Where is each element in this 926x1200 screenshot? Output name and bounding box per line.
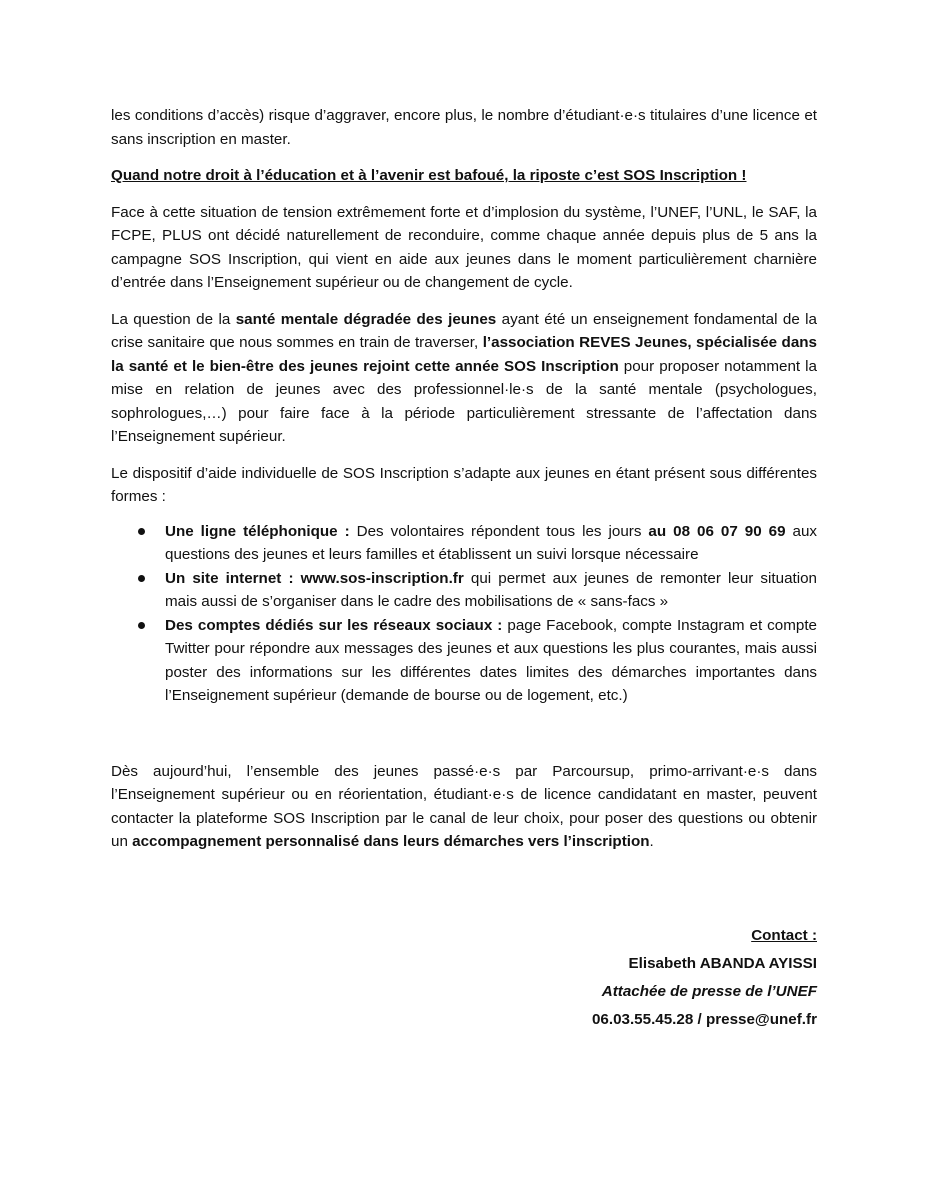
bullet-list — [111, 520, 817, 708]
closing-paragraph — [111, 760, 817, 854]
list-item-phone — [111, 520, 817, 567]
contact-phone-email: 06.03.55.45.28 / presse@unef.fr — [591, 1011, 817, 1028]
bullet-phone-label: Une ligne téléphonique : — [165, 522, 350, 540]
mental-bold-2: l’association REVES Jeunes, spécialisée dans la santé et le bien-être des jeunes rejoint cette année SOS Inscription — [111, 334, 817, 375]
section-heading: Quand notre droit à l’éducation et à l’avenir est bafoué, la riposte c’est SOS Inscription ! — [111, 167, 747, 184]
bullet-icon — [138, 622, 145, 629]
intro-paragraph: les conditions d’accès) risque d’aggraver, encore plus, le nombre d’étudiant·e·s titulaires d’une licence et sans inscription en master. — [111, 107, 817, 148]
bullet-icon — [138, 528, 145, 535]
list-item-social — [111, 614, 817, 708]
bullet-website-label: Un site internet : www.sos-inscription.fr — [165, 569, 464, 587]
contact-role: Attachée de presse de l’UNEF — [601, 983, 817, 1000]
contact-name: Elisabeth ABANDA AYISSI — [628, 955, 817, 972]
closing-text-2: . — [649, 833, 654, 850]
contact-block — [592, 922, 817, 1034]
closing-bold: accompagnement personnalisé dans leurs démarches vers l’inscription — [132, 833, 650, 850]
mental-text-3: pour proposer notamment la mise en relation de jeunes avec des professionnel·le·s de la santé mentale (psychologues, sophrologues,…) pour faire face à la période particulièrement stressante de l’affectation dans l’Enseignement supérieur. — [111, 357, 817, 445]
mental-text-2: ayant été un enseignement fondamental de la crise sanitaire que nous sommes en train de traverser, — [111, 310, 818, 351]
bullet-icon — [138, 575, 145, 582]
bullet-phone-number: au 08 06 07 90 69 — [648, 522, 786, 540]
mental-text-1: La question de la — [111, 310, 236, 328]
document-body — [111, 104, 817, 867]
contact-title: Contact : — [751, 927, 817, 944]
dispositif-paragraph: Le dispositif d’aide individuelle de SOS Inscription s’adapte aux jeunes en étant présent sous différentes formes : — [111, 464, 817, 505]
mental-health-paragraph — [111, 308, 817, 449]
situation-paragraph: Face à cette situation de tension extrêmement forte et d’implosion du système, l’UNEF, l’UNL, le SAF, la FCPE, PLUS ont décidé naturellement de reconduire, comme chaque année depuis plus de 5 ans la campagne SOS Inscription, qui vient en aide aux jeunes dans le moment particulièrement charnière d’entrée dans l’Enseignement supérieur ou de changement de cycle. — [111, 203, 817, 291]
list-item-website — [111, 567, 817, 614]
closing-text-1: Dès aujourd’hui, l’ensemble des jeunes passé·e·s par Parcoursup, primo-arrivant·e·s dans l’Enseignement supérieur ou en réorientation, étudiant·e·s de licence candidatant en master, peuvent contacter la plateforme SOS Inscription par le canal de leur choix, pour poser des questions ou obtenir un — [111, 762, 817, 850]
mental-bold-1: santé mentale dégradée des jeunes — [235, 310, 497, 328]
bullet-phone-text-2: aux questions des jeunes et leurs familles et établissent un suivi lorsque nécessaire — [165, 522, 817, 563]
bullet-social-label: Des comptes dédiés sur les réseaux sociaux : — [165, 616, 503, 634]
bullet-website-text: qui permet aux jeunes de remonter leur situation mais aussi de s’organiser dans le cadre des mobilisations de « sans-facs » — [165, 569, 818, 610]
bullet-social-text: page Facebook, compte Instagram et compte Twitter pour répondre aux messages des jeunes et aux questions les plus courantes, mais aussi poster des informations sur les différentes dates limites des démarches importantes dans l’Enseignement supérieur (demande de bourse ou de logement, etc.) — [165, 616, 817, 704]
bullet-phone-text-1: Des volontaires répondent tous les jours — [349, 522, 649, 540]
